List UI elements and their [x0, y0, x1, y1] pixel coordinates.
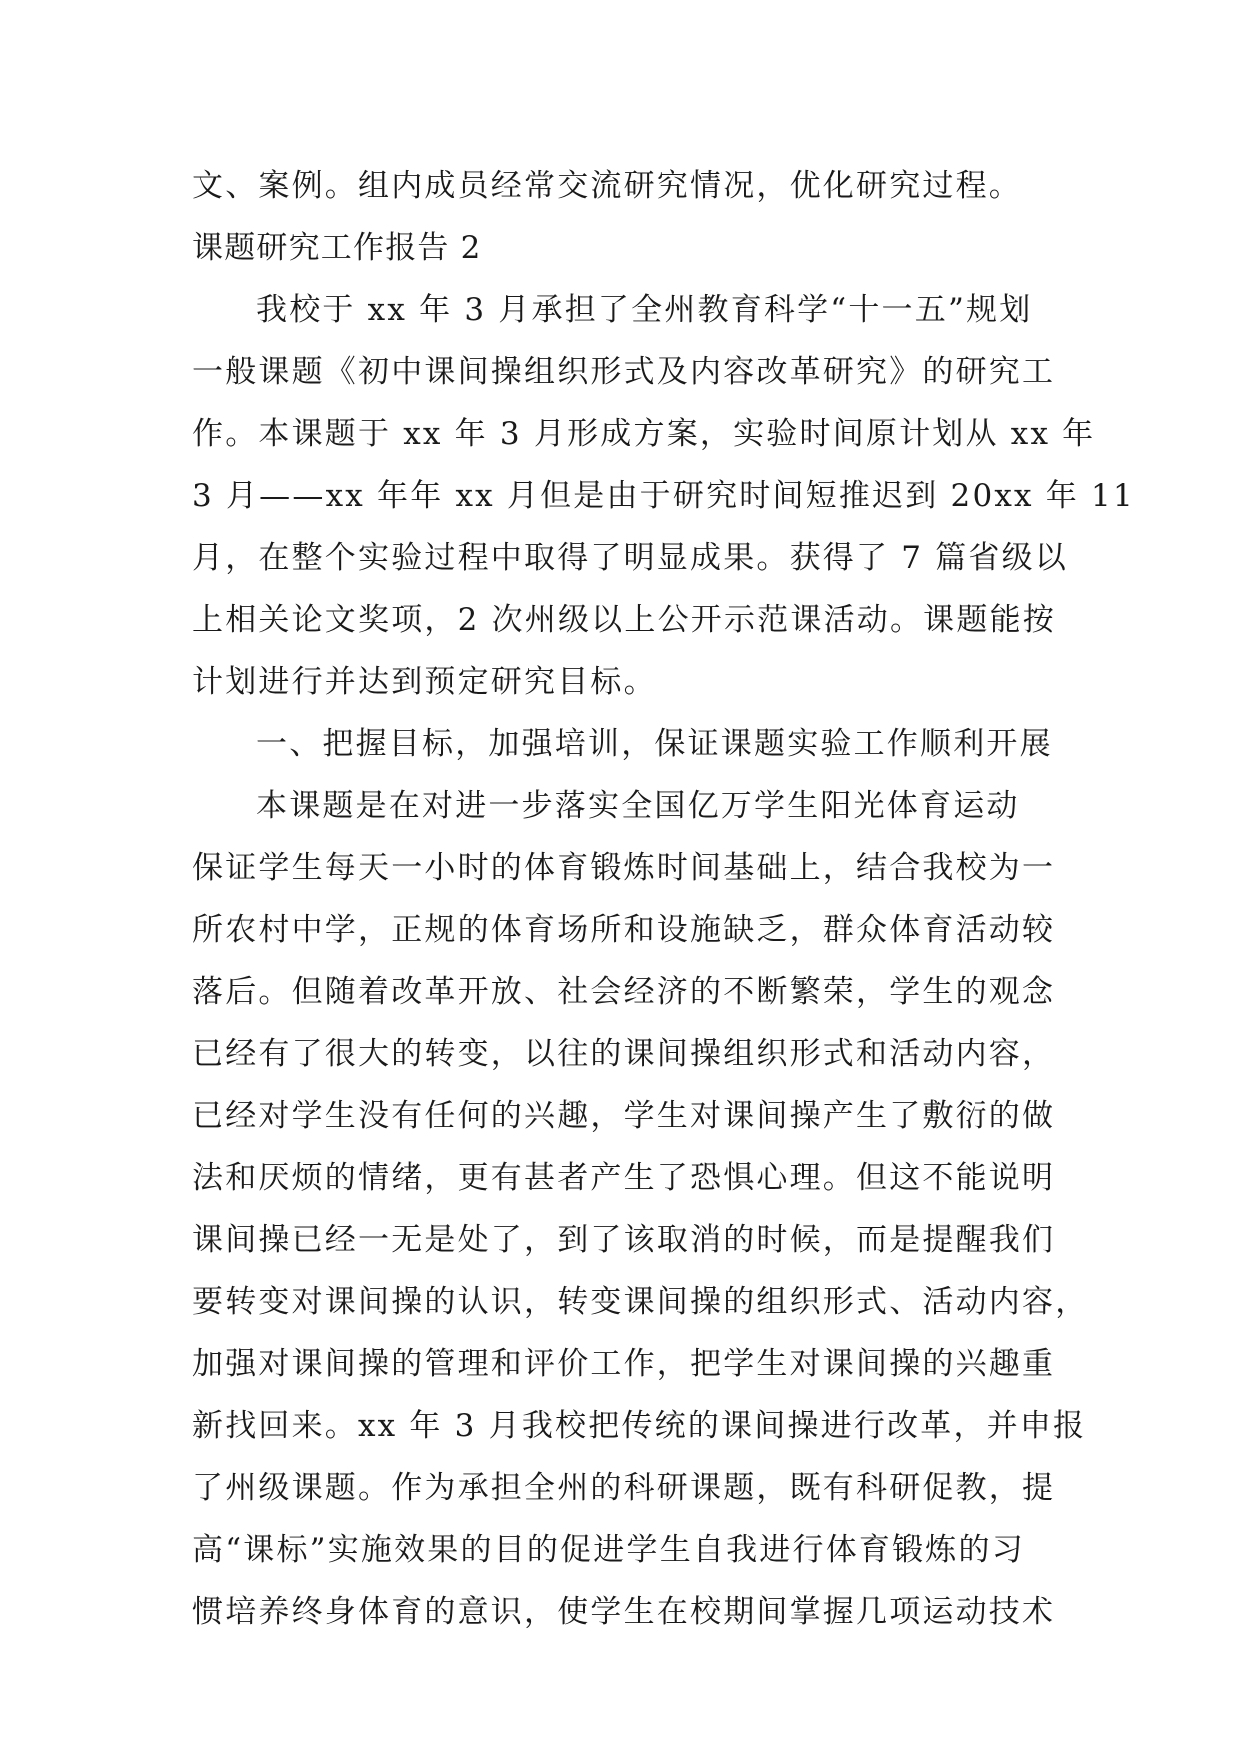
continuation-line: 文、案例。组内成员经常交流研究情况，优化研究过程。	[192, 168, 1022, 204]
paragraph-1-line: 我校于 xx 年 3 月承担了全州教育科学“十一五”规划	[256, 292, 1033, 328]
paragraph-1-line: 上相关论文奖项，2 次州级以上公开示范课活动。课题能按	[192, 602, 1056, 638]
paragraph-2-line: 所农村中学，正规的体育场所和设施缺乏，群众体育活动较	[192, 912, 1056, 948]
paragraph-1-line: 一般课题《初中课间操组织形式及内容改革研究》的研究工	[192, 354, 1056, 390]
paragraph-2-line: 本课题是在对进一步落实全国亿万学生阳光体育运动	[256, 788, 1020, 824]
subheading: 一、把握目标，加强培训，保证课题实验工作顺利开展	[256, 726, 1053, 762]
paragraph-2-line: 惯培养终身体育的意识，使学生在校期间掌握几项运动技术	[192, 1594, 1056, 1630]
paragraph-1-line: 作。本课题于 xx 年 3 月形成方案，实验时间原计划从 xx 年	[192, 416, 1096, 452]
paragraph-2-line: 落后。但随着改革开放、社会经济的不断繁荣，学生的观念	[192, 974, 1056, 1010]
paragraph-1-line: 月，在整个实验过程中取得了明显成果。获得了 7 篇省级以	[192, 540, 1069, 576]
paragraph-2-line: 已经有了很大的转变，以往的课间操组织形式和活动内容，	[192, 1036, 1056, 1072]
paragraph-1-line: 3 月——xx 年年 xx 月但是由于研究时间短推迟到 20xx 年 11	[192, 478, 1135, 514]
paragraph-2-line: 了州级课题。作为承担全州的科研课题，既有科研促教，提	[192, 1470, 1056, 1506]
paragraph-2-line: 要转变对课间操的认识，转变课间操的组织形式、活动内容，	[192, 1284, 1089, 1320]
paragraph-2-line: 课间操已经一无是处了，到了该取消的时候，而是提醒我们	[192, 1222, 1056, 1258]
section-title: 课题研究工作报告 2	[192, 230, 482, 266]
paragraph-2-line: 新找回来。xx 年 3 月我校把传统的课间操进行改革，并申报	[192, 1408, 1087, 1444]
paragraph-2-line: 高“课标”实施效果的目的促进学生自我进行体育锻炼的习	[192, 1532, 1025, 1568]
paragraph-2-line: 已经对学生没有任何的兴趣，学生对课间操产生了敷衍的做	[192, 1098, 1056, 1134]
paragraph-2-line: 加强对课间操的管理和评价工作，把学生对课间操的兴趣重	[192, 1346, 1056, 1382]
paragraph-2-line: 法和厌烦的情绪，更有甚者产生了恐惧心理。但这不能说明	[192, 1160, 1056, 1196]
paragraph-1-line: 计划进行并达到预定研究目标。	[192, 664, 657, 700]
paragraph-2-line: 保证学生每天一小时的体育锻炼时间基础上，结合我校为一	[192, 850, 1056, 886]
